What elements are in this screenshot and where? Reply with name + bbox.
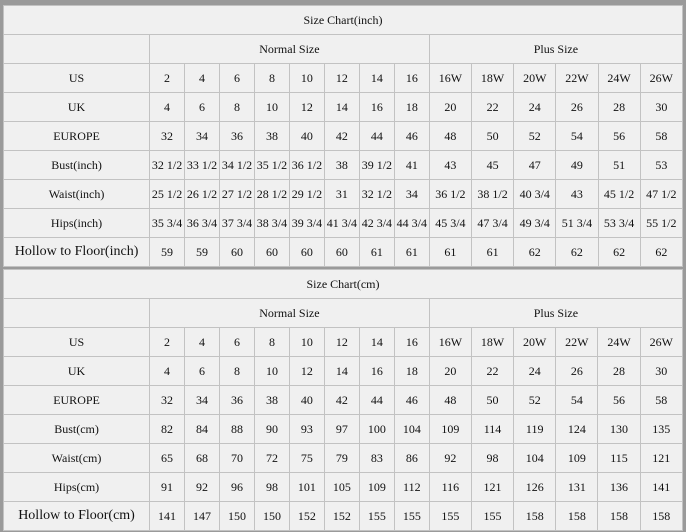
cell-plus: 116 <box>429 473 471 502</box>
cell-normal: 10 <box>254 357 289 386</box>
cell-plus: 47 <box>514 151 556 180</box>
cell-normal: 150 <box>219 502 254 531</box>
cell-plus: 109 <box>556 444 598 473</box>
cell-normal: 12 <box>324 328 359 357</box>
cell-plus: 58 <box>640 122 682 151</box>
cell-normal: 100 <box>359 415 394 444</box>
cell-normal: 42 <box>324 122 359 151</box>
cell-normal: 60 <box>254 238 289 267</box>
table-row <box>4 444 683 473</box>
cell-normal: 44 3/4 <box>394 209 429 238</box>
cell-normal: 150 <box>254 502 289 531</box>
chart-title: Size Chart(inch) <box>4 6 683 35</box>
cell-normal: 38 <box>254 122 289 151</box>
cell-plus: 30 <box>640 93 682 122</box>
cell-plus: 62 <box>514 238 556 267</box>
group-header-row <box>4 35 683 64</box>
cell-normal: 14 <box>324 93 359 122</box>
cell-plus: 158 <box>640 502 682 531</box>
cell-normal: 8 <box>219 357 254 386</box>
cell-plus: 28 <box>598 357 640 386</box>
cell-plus: 130 <box>598 415 640 444</box>
cell-plus: 20 <box>429 93 471 122</box>
cell-plus: 141 <box>640 473 682 502</box>
cell-normal: 16 <box>394 64 429 93</box>
row-label: Hollow to Floor(inch) <box>4 238 150 267</box>
row-label: Hollow to Floor(cm) <box>4 502 150 531</box>
cell-normal: 32 1/2 <box>150 151 185 180</box>
cell-plus: 43 <box>556 180 598 209</box>
cell-normal: 37 3/4 <box>220 209 255 238</box>
cell-normal: 34 <box>394 180 429 209</box>
cell-normal: 61 <box>394 238 429 267</box>
cell-normal: 31 <box>324 180 359 209</box>
cell-normal: 147 <box>185 502 220 531</box>
cell-plus: 16W <box>429 328 471 357</box>
cell-plus: 61 <box>471 238 513 267</box>
cell-normal: 104 <box>394 415 429 444</box>
corner-cell <box>4 35 150 64</box>
table-row <box>4 386 683 415</box>
cell-plus: 22W <box>556 328 598 357</box>
cell-plus: 126 <box>514 473 556 502</box>
size-table-inch-body <box>4 6 683 267</box>
cell-normal: 65 <box>150 444 185 473</box>
cell-plus: 114 <box>471 415 513 444</box>
cell-normal: 16 <box>394 328 429 357</box>
table-row <box>4 415 683 444</box>
group-header-plus: Plus Size <box>429 35 682 64</box>
cell-normal: 72 <box>254 444 289 473</box>
cell-plus: 53 <box>640 151 682 180</box>
cell-plus: 62 <box>640 238 682 267</box>
cell-normal: 4 <box>150 357 185 386</box>
cell-plus: 124 <box>556 415 598 444</box>
cell-plus: 16W <box>429 64 471 93</box>
table-row <box>4 238 683 267</box>
cell-plus: 47 3/4 <box>471 209 513 238</box>
cell-plus: 26 <box>556 357 598 386</box>
cell-plus: 121 <box>640 444 682 473</box>
cell-normal: 6 <box>185 357 220 386</box>
cell-normal: 2 <box>150 64 185 93</box>
row-label: UK <box>4 93 150 122</box>
cell-normal: 12 <box>324 64 359 93</box>
cell-plus: 49 3/4 <box>514 209 556 238</box>
cell-plus: 54 <box>556 386 598 415</box>
cell-normal: 92 <box>185 473 220 502</box>
cell-normal: 36 1/2 <box>289 151 324 180</box>
cell-normal: 112 <box>394 473 429 502</box>
cell-plus: 54 <box>556 122 598 151</box>
table-row <box>4 64 683 93</box>
cell-plus: 109 <box>429 415 471 444</box>
cell-normal: 32 <box>150 122 185 151</box>
cell-normal: 101 <box>289 473 324 502</box>
row-label: UK <box>4 357 150 386</box>
cell-plus: 28 <box>598 93 640 122</box>
cell-normal: 28 1/2 <box>254 180 289 209</box>
cell-normal: 42 <box>324 386 359 415</box>
cell-normal: 36 3/4 <box>185 209 220 238</box>
cell-plus: 20W <box>514 328 556 357</box>
table-row <box>4 502 683 531</box>
cell-plus: 38 1/2 <box>471 180 513 209</box>
cell-plus: 56 <box>598 386 640 415</box>
cell-plus: 98 <box>471 444 513 473</box>
cell-plus: 45 1/2 <box>598 180 640 209</box>
cell-normal: 40 <box>289 122 324 151</box>
cell-normal: 33 1/2 <box>185 151 220 180</box>
cell-normal: 61 <box>359 238 394 267</box>
cell-plus: 26 <box>556 93 598 122</box>
cell-normal: 70 <box>219 444 254 473</box>
row-label: Waist(inch) <box>4 180 150 209</box>
cell-normal: 10 <box>289 328 324 357</box>
cell-normal: 4 <box>185 328 220 357</box>
cell-normal: 4 <box>185 64 220 93</box>
cell-plus: 131 <box>556 473 598 502</box>
cell-normal: 18 <box>394 357 429 386</box>
cell-plus: 53 3/4 <box>598 209 640 238</box>
cell-plus: 136 <box>598 473 640 502</box>
cell-normal: 32 1/2 <box>359 180 394 209</box>
cell-normal: 39 1/2 <box>359 151 394 180</box>
cell-normal: 84 <box>185 415 220 444</box>
table-row <box>4 209 683 238</box>
cell-normal: 41 <box>394 151 429 180</box>
cell-plus: 22 <box>471 357 513 386</box>
cell-plus: 158 <box>556 502 598 531</box>
cell-normal: 10 <box>254 93 289 122</box>
cell-normal: 88 <box>219 415 254 444</box>
cell-normal: 2 <box>150 328 185 357</box>
cell-plus: 20 <box>429 357 471 386</box>
cell-plus: 56 <box>598 122 640 151</box>
chart-title-row <box>4 270 683 299</box>
size-table-cm <box>3 269 683 531</box>
row-label: Bust(inch) <box>4 151 150 180</box>
cell-normal: 59 <box>185 238 220 267</box>
cell-normal: 155 <box>394 502 429 531</box>
table-row <box>4 151 683 180</box>
row-label: US <box>4 328 150 357</box>
cell-plus: 18W <box>471 328 513 357</box>
row-label: Bust(cm) <box>4 415 150 444</box>
cell-normal: 6 <box>219 328 254 357</box>
cell-normal: 34 <box>185 386 220 415</box>
cell-plus: 104 <box>514 444 556 473</box>
cell-normal: 38 <box>324 151 359 180</box>
cell-normal: 75 <box>289 444 324 473</box>
cell-normal: 42 3/4 <box>359 209 394 238</box>
cell-plus: 24W <box>598 64 640 93</box>
cell-normal: 32 <box>150 386 185 415</box>
cell-normal: 8 <box>254 328 289 357</box>
cell-normal: 83 <box>359 444 394 473</box>
cell-normal: 4 <box>150 93 185 122</box>
cell-plus: 24 <box>514 93 556 122</box>
cell-plus: 55 1/2 <box>640 209 682 238</box>
chart-title-row <box>4 6 683 35</box>
cell-normal: 60 <box>324 238 359 267</box>
cell-normal: 91 <box>150 473 185 502</box>
cell-normal: 152 <box>324 502 359 531</box>
cell-plus: 26W <box>640 64 682 93</box>
cell-plus: 61 <box>429 238 471 267</box>
row-label: EUROPE <box>4 386 150 415</box>
table-row <box>4 328 683 357</box>
cell-normal: 6 <box>185 93 220 122</box>
cell-normal: 60 <box>220 238 255 267</box>
row-label: EUROPE <box>4 122 150 151</box>
cell-normal: 90 <box>254 415 289 444</box>
cell-plus: 51 <box>598 151 640 180</box>
cell-plus: 119 <box>514 415 556 444</box>
cell-normal: 46 <box>394 122 429 151</box>
cell-normal: 96 <box>219 473 254 502</box>
group-header-normal: Normal Size <box>150 299 430 328</box>
cell-normal: 44 <box>359 122 394 151</box>
cell-normal: 10 <box>289 64 324 93</box>
size-table-cm-body <box>4 270 683 531</box>
cell-normal: 34 <box>185 122 220 151</box>
cell-plus: 45 <box>471 151 513 180</box>
cell-normal: 12 <box>289 93 324 122</box>
cell-normal: 38 <box>254 386 289 415</box>
cell-normal: 105 <box>324 473 359 502</box>
cell-plus: 121 <box>471 473 513 502</box>
row-label: Waist(cm) <box>4 444 150 473</box>
cell-normal: 25 1/2 <box>150 180 185 209</box>
group-header-normal: Normal Size <box>150 35 430 64</box>
cell-plus: 48 <box>429 122 471 151</box>
cell-normal: 79 <box>324 444 359 473</box>
size-chart-cm <box>2 268 684 532</box>
cell-plus: 36 1/2 <box>429 180 471 209</box>
cell-normal: 82 <box>150 415 185 444</box>
cell-plus: 92 <box>429 444 471 473</box>
cell-plus: 20W <box>514 64 556 93</box>
cell-normal: 86 <box>394 444 429 473</box>
cell-normal: 14 <box>359 64 394 93</box>
cell-normal: 98 <box>254 473 289 502</box>
size-chart-inch <box>2 4 684 268</box>
cell-plus: 48 <box>429 386 471 415</box>
cell-plus: 62 <box>556 238 598 267</box>
table-row <box>4 357 683 386</box>
cell-plus: 50 <box>471 386 513 415</box>
cell-normal: 27 1/2 <box>220 180 255 209</box>
group-header-plus: Plus Size <box>429 299 682 328</box>
row-label: Hips(inch) <box>4 209 150 238</box>
cell-normal: 18 <box>394 93 429 122</box>
cell-normal: 68 <box>185 444 220 473</box>
cell-plus: 26W <box>640 328 682 357</box>
cell-normal: 41 3/4 <box>324 209 359 238</box>
cell-normal: 97 <box>324 415 359 444</box>
cell-plus: 135 <box>640 415 682 444</box>
cell-plus: 30 <box>640 357 682 386</box>
cell-normal: 35 3/4 <box>150 209 185 238</box>
cell-normal: 29 1/2 <box>289 180 324 209</box>
cell-plus: 115 <box>598 444 640 473</box>
cell-plus: 51 3/4 <box>556 209 598 238</box>
corner-cell <box>4 299 150 328</box>
cell-plus: 43 <box>429 151 471 180</box>
cell-normal: 14 <box>359 328 394 357</box>
cell-plus: 18W <box>471 64 513 93</box>
cell-plus: 52 <box>514 122 556 151</box>
cell-normal: 109 <box>359 473 394 502</box>
table-row <box>4 122 683 151</box>
cell-plus: 24W <box>598 328 640 357</box>
chart-title: Size Chart(cm) <box>4 270 683 299</box>
cell-normal: 60 <box>289 238 324 267</box>
size-table-inch <box>3 5 683 267</box>
cell-plus: 155 <box>429 502 471 531</box>
cell-plus: 155 <box>471 502 513 531</box>
cell-normal: 93 <box>289 415 324 444</box>
cell-normal: 12 <box>289 357 324 386</box>
cell-normal: 152 <box>289 502 324 531</box>
cell-plus: 158 <box>514 502 556 531</box>
cell-plus: 62 <box>598 238 640 267</box>
cell-normal: 36 <box>220 122 255 151</box>
cell-plus: 24 <box>514 357 556 386</box>
cell-normal: 14 <box>324 357 359 386</box>
cell-normal: 36 <box>219 386 254 415</box>
cell-plus: 50 <box>471 122 513 151</box>
cell-normal: 155 <box>359 502 394 531</box>
cell-normal: 141 <box>150 502 185 531</box>
table-row <box>4 473 683 502</box>
row-label: US <box>4 64 150 93</box>
row-label: Hips(cm) <box>4 473 150 502</box>
cell-normal: 44 <box>359 386 394 415</box>
cell-normal: 35 1/2 <box>254 151 289 180</box>
cell-plus: 158 <box>598 502 640 531</box>
cell-plus: 52 <box>514 386 556 415</box>
cell-normal: 46 <box>394 386 429 415</box>
cell-plus: 49 <box>556 151 598 180</box>
group-header-row <box>4 299 683 328</box>
cell-plus: 47 1/2 <box>640 180 682 209</box>
cell-normal: 38 3/4 <box>254 209 289 238</box>
cell-normal: 26 1/2 <box>185 180 220 209</box>
cell-plus: 40 3/4 <box>514 180 556 209</box>
cell-normal: 40 <box>289 386 324 415</box>
cell-plus: 22 <box>471 93 513 122</box>
cell-plus: 58 <box>640 386 682 415</box>
cell-plus: 22W <box>556 64 598 93</box>
cell-normal: 8 <box>220 93 255 122</box>
cell-normal: 39 3/4 <box>289 209 324 238</box>
cell-normal: 16 <box>359 357 394 386</box>
cell-normal: 8 <box>254 64 289 93</box>
table-row <box>4 93 683 122</box>
cell-normal: 59 <box>150 238 185 267</box>
cell-normal: 6 <box>220 64 255 93</box>
cell-normal: 16 <box>359 93 394 122</box>
cell-normal: 34 1/2 <box>220 151 255 180</box>
cell-plus: 45 3/4 <box>429 209 471 238</box>
table-row <box>4 180 683 209</box>
